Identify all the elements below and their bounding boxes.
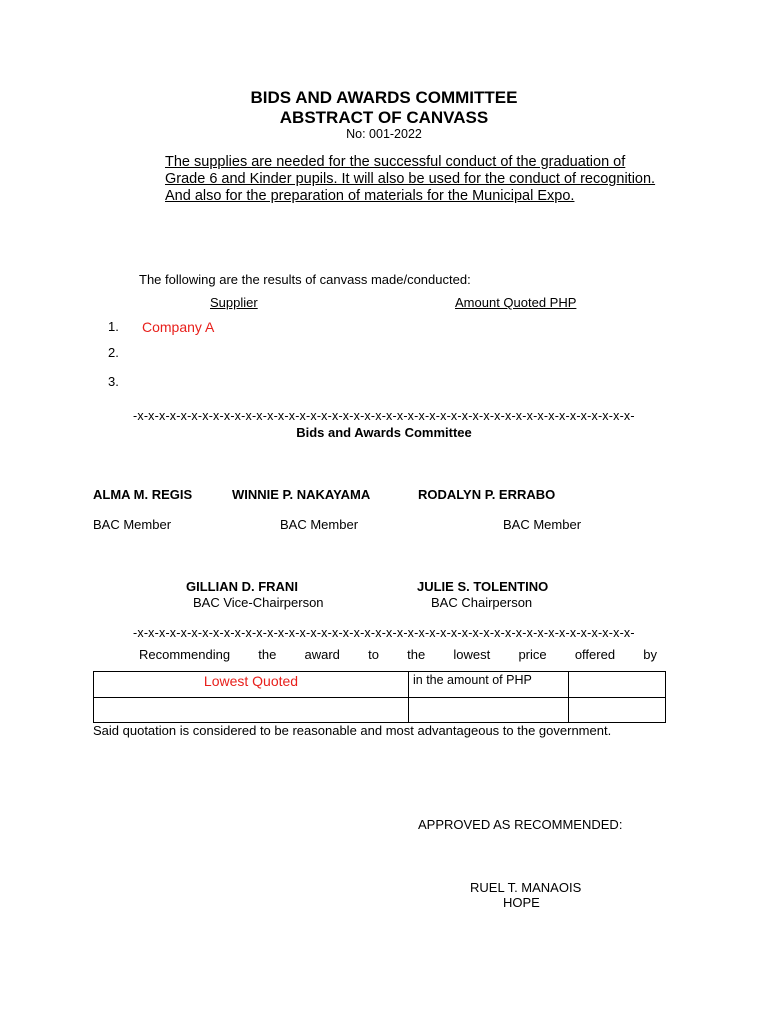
table-cell (94, 672, 409, 698)
supplier-header: Supplier (210, 295, 258, 310)
chair-role: BAC Chairperson (431, 595, 533, 610)
member-role: BAC Member (93, 517, 172, 532)
amount-label: in the amount of PHP (413, 673, 532, 687)
table-cell (409, 672, 569, 698)
member-name: RODALYN P. ERRABO (418, 487, 556, 502)
document-title: BIDS AND AWARDS COMMITTEE (250, 88, 518, 107)
award-table (93, 671, 666, 723)
lowest-quoted-supplier: Lowest Quoted (203, 673, 299, 689)
member-name: WINNIE P. NAKAYAMA (232, 487, 371, 502)
table-row (94, 672, 666, 698)
recommendation-word: lowest (453, 647, 491, 662)
recommendation-word: Recommending (139, 647, 231, 662)
canvass-intro: The following are the results of canvass made/conducted: (139, 272, 471, 287)
recommendation-word: the (258, 647, 277, 662)
recommendation-word: award (304, 647, 340, 662)
row-number: 1. (108, 319, 119, 334)
vice-chair-role: BAC Vice-Chairperson (193, 595, 324, 610)
approval-label: APPROVED AS RECOMMENDED: (418, 817, 623, 832)
member-role: BAC Member (280, 517, 359, 532)
recommendation-word: the (407, 647, 426, 662)
recommendation-word: by (643, 647, 657, 662)
separator-line: -x-x-x-x-x-x-x-x-x-x-x-x-x-x-x-x-x-x-x-x-x-x-x-x-x-x-x-x-x-x-x-x-x-x-x-x-x-x-x-x-x-x-x-x-x-x- (133, 409, 635, 423)
approver-name: RUEL T. MANAOIS (470, 880, 582, 895)
member-name: ALMA M. REGIS (93, 487, 193, 502)
amount-header: Amount Quoted PHP (455, 295, 577, 310)
document-subtitle: ABSTRACT OF CANVASS (279, 108, 489, 127)
table-cell (94, 698, 409, 723)
recommendation-word: offered (574, 647, 616, 662)
chair-name: JULIE S. TOLENTINO (417, 579, 549, 594)
recommendation-word: to (368, 647, 379, 662)
purpose-statement: The supplies are needed for the successful conduct of the graduation of Grade 6 and Kinder pupils. It will also be used for the conduct of recognition. And also for the preparation of materials for the Municipal Expo. (165, 154, 656, 204)
committee-heading: Bids and Awards Committee (296, 425, 472, 440)
supplier-name: Company A (142, 319, 215, 335)
table-cell (409, 698, 569, 723)
table-row (94, 698, 666, 723)
row-number: 3. (108, 374, 119, 389)
member-role: BAC Member (503, 517, 582, 532)
row-number: 2. (108, 345, 119, 360)
amount-value-cell (569, 672, 666, 698)
document-number: No: 001-2022 (346, 127, 422, 141)
recommendation-line (139, 647, 657, 662)
recommendation-word: price (518, 647, 547, 662)
reasonableness-statement: Said quotation is considered to be reasonable and most advantageous to the government. (93, 723, 612, 738)
vice-chair-name: GILLIAN D. FRANI (186, 579, 298, 594)
separator-line: -x-x-x-x-x-x-x-x-x-x-x-x-x-x-x-x-x-x-x-x-x-x-x-x-x-x-x-x-x-x-x-x-x-x-x-x-x-x-x-x-x-x-x-x-x-x- (133, 626, 635, 640)
approver-title: HOPE (503, 895, 540, 910)
table-cell (569, 698, 666, 723)
